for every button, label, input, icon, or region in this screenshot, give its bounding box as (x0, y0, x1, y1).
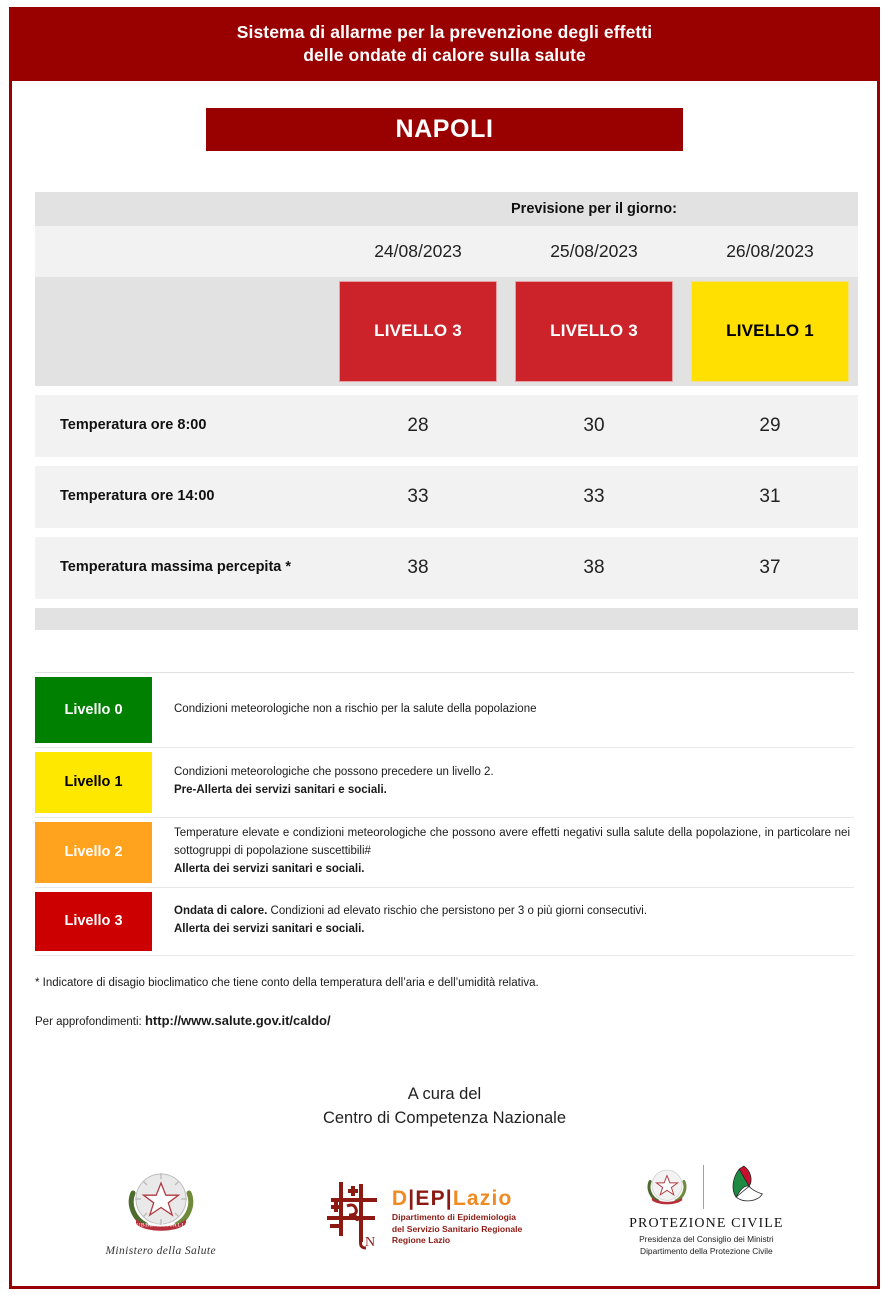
legend-row-level-2 (35, 818, 854, 888)
bulletin-frame (9, 7, 880, 1289)
pc-sub-line-2: Dipartimento della Protezione Civile (640, 1245, 773, 1256)
dep-sub-line-2: del Servizio Sanitario Regionale (391, 1223, 523, 1234)
level-cell-3 (682, 277, 858, 386)
pc-title: PROTEZIONE CIVILE (629, 1216, 784, 1232)
emblem-svg (118, 1163, 204, 1241)
legend-text-level-1: Condizioni meteorologiche che possono precedere un livello 2. (174, 766, 494, 779)
credits-line-2: Centro di Competenza Nazionale (322, 1108, 567, 1127)
dep-sub-line-3: Regione Lazio (391, 1235, 451, 1246)
page-header (12, 10, 877, 81)
table-row-title (35, 192, 858, 226)
forecast-title: Previsione per il giorno: (330, 192, 858, 226)
title-row-blank-cell (35, 192, 330, 226)
table-row-temp-max (35, 537, 858, 599)
level-cell-2 (506, 277, 682, 386)
dep-letter-d: D (391, 1186, 409, 1210)
legend-desc-level-0 (152, 673, 854, 747)
dep-text-block (392, 1188, 522, 1247)
temp-8-value-day3: 29 (682, 395, 858, 457)
date-cell-2: 25/08/2023 (506, 226, 682, 277)
legend-swatch-level-3: Livello 3 (35, 892, 152, 951)
pc-divider (703, 1165, 704, 1209)
legend-lead-bold-level-3: Ondata di calore. (174, 905, 268, 918)
header-line-2: delle ondate di calore sulla salute (303, 45, 586, 66)
temp-max-value-day3: 37 (682, 537, 858, 599)
legend-row-level-0 (35, 673, 854, 748)
dep-mark-svg (323, 1178, 383, 1252)
date-cell-1: 24/08/2023 (330, 226, 506, 277)
pc-logo-top (629, 1163, 783, 1211)
table-row-temp-14 (35, 466, 858, 528)
dep-title (392, 1188, 522, 1209)
credits-line-1: A cura del (407, 1085, 482, 1104)
date-cell-3: 26/08/2023 (682, 226, 858, 277)
dep-letters-ep: EP (415, 1186, 446, 1210)
italian-emblem-small-icon (641, 1163, 693, 1211)
temp-max-value-day2: 38 (506, 537, 682, 599)
note-asterisk: * Indicatore di disagio bioclimatico che tiene conto della temperatura dell’aria e dell’umidità relativa. (35, 976, 539, 989)
legend-row-level-3 (35, 888, 854, 956)
dates-row-blank-cell (35, 226, 330, 277)
temp-14-value-day2: 33 (506, 466, 682, 528)
city-banner-wrap (12, 81, 877, 151)
dep-mark-icon (323, 1178, 383, 1257)
pc-sub-line-1: Presidenza del Consiglio dei Ministri (639, 1234, 774, 1245)
legend-bold-level-1: Pre-Allerta dei servizi sanitari e sociali. (174, 784, 387, 797)
temp-8-value-day1: 28 (330, 395, 506, 457)
level-badge-day3: LIVELLO 1 (691, 281, 849, 382)
table-row-temp-8 (35, 395, 858, 457)
logo-ministero-salute (105, 1163, 216, 1257)
temp-14-value-day1: 33 (330, 466, 506, 528)
table-row-footer-strip (35, 608, 858, 630)
temp-max-value-day1: 38 (330, 537, 506, 599)
forecast-table (35, 192, 858, 630)
table-row-spacer-1 (35, 386, 858, 395)
temp-max-label: Temperatura massima percepita * (35, 537, 330, 599)
legend-text-level-3: Condizioni ad elevato rischio che persistono per 3 o più giorni consecutivi. (267, 905, 648, 918)
legend-desc-level-2 (152, 818, 854, 887)
temp-14-value-day3: 31 (682, 466, 858, 528)
ministero-caption: Ministero della Salute (105, 1244, 217, 1257)
protezione-civile-triskelion-icon (714, 1163, 772, 1211)
legend-row-level-1 (35, 748, 854, 818)
level-cell-1 (330, 277, 506, 386)
temp-8-value-day2: 30 (506, 395, 682, 457)
header-line-1: Sistema di allarme per la prevenzione degli effetti (236, 22, 653, 42)
logo-dep-lazio (323, 1178, 522, 1257)
dep-subtitle (392, 1212, 522, 1247)
table-row-dates (35, 226, 858, 277)
legend-desc-level-1 (152, 748, 854, 817)
table-row-spacer-3 (35, 528, 858, 537)
legend-swatch-level-2: Livello 2 (35, 822, 152, 883)
forecast-table-wrap (35, 192, 854, 630)
table-row-spacer-4 (35, 599, 858, 608)
dep-bar-1: | (408, 1186, 416, 1210)
svg-text:REPUBBLICA ITALIANA: REPUBBLICA ITALIANA (123, 1222, 198, 1229)
note-more (35, 1011, 854, 1031)
logo-strip (12, 1163, 877, 1257)
legend (35, 672, 854, 956)
dep-bar-2: | (445, 1186, 453, 1210)
table-row-levels (35, 277, 858, 386)
temp-8-label: Temperatura ore 8:00 (35, 395, 330, 457)
levels-row-blank-cell (35, 277, 330, 386)
level-badge-day1: LIVELLO 3 (339, 281, 497, 382)
legend-swatch-level-0: Livello 0 (35, 677, 152, 743)
city-banner: NAPOLI (206, 108, 683, 151)
temp-14-label: Temperatura ore 14:00 (35, 466, 330, 528)
notes (35, 975, 854, 1032)
table-row-spacer-2 (35, 457, 858, 466)
level-badge-day2: LIVELLO 3 (515, 281, 673, 382)
note-more-label: Per approfondimenti: (35, 1015, 142, 1028)
logo-protezione-civile (629, 1163, 783, 1257)
legend-text-level-0: Condizioni meteorologiche non a rischio per la salute della popolazione (174, 702, 537, 715)
credits (12, 1083, 877, 1131)
italian-emblem-icon (105, 1163, 216, 1241)
legend-swatch-level-1: Livello 1 (35, 752, 152, 813)
svg-text:N: N (364, 1234, 376, 1250)
dep-word-lazio: Lazio (452, 1186, 513, 1210)
legend-text-level-2: Temperature elevate e condizioni meteorologiche che possono avere effetti negativi sulla salute della popolazione, in particolare nei sottogruppi di popolazione suscettibili# (174, 827, 850, 858)
salute-url-link[interactable]: http://www.salute.gov.it/caldo/ (144, 1012, 331, 1028)
legend-desc-level-3 (152, 888, 854, 955)
dep-sub-line-1: Dipartimento di Epidemiologia (391, 1211, 517, 1222)
legend-bold-level-3: Allerta dei servizi sanitari e sociali. (174, 923, 365, 936)
legend-line-level-3 (174, 903, 850, 921)
pc-subtitle (629, 1234, 783, 1257)
legend-bold-level-2: Allerta dei servizi sanitari e sociali. (174, 862, 365, 875)
